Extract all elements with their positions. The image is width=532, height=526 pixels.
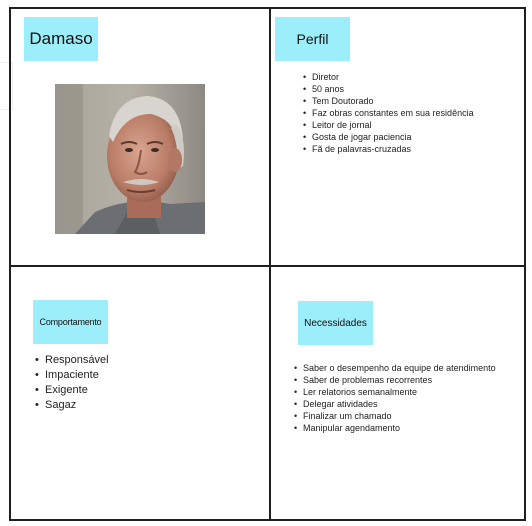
list-item: • Saber de problemas recorrentes [294, 374, 516, 386]
grid-vertical-divider [269, 9, 271, 519]
list-item: • Faz obras constantes em sua residência [303, 107, 518, 119]
list-item: • Ler relatorios semanalmente [294, 386, 516, 398]
list-item: • Sagaz [35, 398, 235, 413]
list-item: • Impaciente [35, 368, 235, 383]
grid-horizontal-divider [11, 265, 524, 267]
list-item: • Saber o desempenho da equipe de atendimento [294, 362, 516, 374]
list-item: • Manipular agendamento [294, 422, 516, 434]
list-item: • Responsável [35, 353, 235, 368]
list-item: • Gosta de jogar paciencia [303, 131, 518, 143]
persona-name-label: Damaso [24, 17, 98, 61]
perfil-list [303, 71, 518, 155]
list-item: • Diretor [303, 71, 518, 83]
persona-photo [55, 84, 205, 234]
comportamento-list [35, 353, 235, 413]
list-item: • 50 anos [303, 83, 518, 95]
list-item: • Tem Doutorado [303, 95, 518, 107]
list-item: • Leitor de jornal [303, 119, 518, 131]
necessidades-list [294, 362, 516, 434]
list-item: • Finalizar um chamado [294, 410, 516, 422]
list-item: • Exigente [35, 383, 235, 398]
list-item: • Delegar atividades [294, 398, 516, 410]
perfil-label: Perfil [275, 17, 350, 61]
necessidades-label: Necessidades [298, 301, 373, 345]
list-item: • Fã de palavras-cruzadas [303, 143, 518, 155]
comportamento-label: Comportamento [33, 300, 108, 344]
